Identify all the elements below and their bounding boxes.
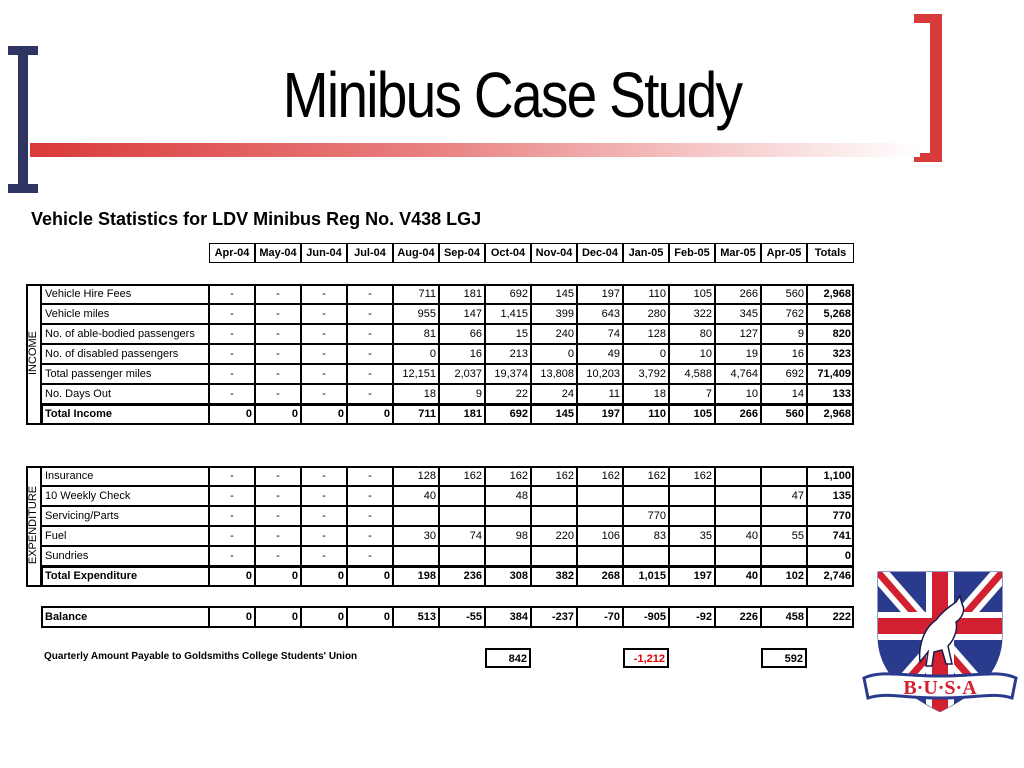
row-value: 0 [347,607,393,627]
row-value: 0 [623,344,669,364]
row-value: 162 [485,466,531,486]
row-value: 399 [531,304,577,324]
month-header: Feb-05 [669,243,715,263]
total-row-label: Total Income [41,404,209,424]
row-value: 162 [577,466,623,486]
month-header: Mar-05 [715,243,761,263]
month-header: Apr-04 [209,243,255,263]
row-value: - [301,486,347,506]
row-value: 145 [531,404,577,424]
row-total: 0 [807,546,854,566]
row-value: - [301,506,347,526]
row-value: -905 [623,607,669,627]
row-value [393,546,439,566]
row-value: - [347,546,393,566]
row-value [485,506,531,526]
row-value: 711 [393,404,439,424]
row-value: - [347,526,393,546]
row-value: - [301,546,347,566]
row-value: 711 [393,284,439,304]
row-value: 1,415 [485,304,531,324]
row-value: 198 [393,566,439,586]
row-value [577,546,623,566]
busa-logo-text: B·U·S·A [903,677,977,699]
row-value: - [255,506,301,526]
row-value [623,486,669,506]
row-value: 127 [715,324,761,344]
total-row-label: Balance [41,607,209,627]
row-value [393,506,439,526]
row-value: 560 [761,284,807,304]
row-value [669,546,715,566]
row-value: 322 [669,304,715,324]
row-value: - [301,364,347,384]
row-value: - [209,324,255,344]
month-header: Nov-04 [531,243,577,263]
row-value: 48 [485,486,531,506]
row-total: 133 [807,384,854,404]
row-value: 0 [209,566,255,586]
row-value: 197 [577,284,623,304]
row-value: 266 [715,284,761,304]
right-bracket-top [914,14,942,23]
row-value: - [301,466,347,486]
row-total: 323 [807,344,854,364]
row-value: 10 [669,344,715,364]
row-value: - [347,364,393,384]
row-value: - [209,344,255,364]
row-value: 384 [485,607,531,627]
row-value [439,486,485,506]
row-value: 19 [715,344,761,364]
row-value: 30 [393,526,439,546]
slide-subtitle: Vehicle Statistics for LDV Minibus Reg No. V438 LGJ [31,209,482,229]
row-value: 106 [577,526,623,546]
row-label: Sundries [41,546,209,566]
row-value: - [347,486,393,506]
row-value: 105 [669,404,715,424]
row-label: No. of able-bodied passengers [41,324,209,344]
row-value [715,506,761,526]
row-value: - [255,466,301,486]
row-value: - [209,486,255,506]
row-total: 741 [807,526,854,546]
row-value [761,466,807,486]
row-label: No. of disabled passengers [41,344,209,364]
month-header: May-04 [255,243,301,263]
row-value: 692 [485,284,531,304]
row-value: 513 [393,607,439,627]
quarterly-amount: -1,212 [623,648,669,668]
row-value [531,486,577,506]
row-value: - [347,344,393,364]
row-value: 162 [439,466,485,486]
row-value: 762 [761,304,807,324]
row-value: 0 [255,404,301,424]
row-value: 213 [485,344,531,364]
row-value: - [255,284,301,304]
row-value: 110 [623,284,669,304]
row-value: 9 [761,324,807,344]
row-value [439,546,485,566]
row-value: - [301,344,347,364]
row-value: 181 [439,284,485,304]
row-total: 2,746 [807,566,854,586]
row-value [439,506,485,526]
row-value: 83 [623,526,669,546]
row-value: - [209,526,255,546]
row-value: 692 [485,404,531,424]
row-value: 3,792 [623,364,669,384]
row-value: 74 [439,526,485,546]
row-value: 12,151 [393,364,439,384]
row-total: 770 [807,506,854,526]
row-value: 128 [623,324,669,344]
row-value: 0 [209,404,255,424]
row-value [531,506,577,526]
row-value [623,546,669,566]
month-header: Apr-05 [761,243,807,263]
row-value: 162 [531,466,577,486]
row-value: 2,037 [439,364,485,384]
row-value: 4,764 [715,364,761,384]
row-value [669,506,715,526]
row-value: 0 [255,607,301,627]
row-value: 770 [623,506,669,526]
month-header: Dec-04 [577,243,623,263]
month-header: Jul-04 [347,243,393,263]
slide-title: Minibus Case Study [282,59,742,131]
row-value: 0 [209,607,255,627]
row-value: 266 [715,404,761,424]
expenditure-side-label: EXPENDITURE [27,485,39,565]
row-value: 18 [393,384,439,404]
month-header: Jan-05 [623,243,669,263]
row-label: No. Days Out [41,384,209,404]
row-value: 7 [669,384,715,404]
row-value: - [255,526,301,546]
row-value: 147 [439,304,485,324]
row-value: 181 [439,404,485,424]
row-total: 135 [807,486,854,506]
row-total: 5,268 [807,304,854,324]
row-value: 0 [301,607,347,627]
row-value: - [255,304,301,324]
quarterly-amount: 842 [485,648,531,668]
row-value: 13,808 [531,364,577,384]
title-divider [30,143,920,157]
row-value: 0 [347,566,393,586]
row-value: - [301,304,347,324]
month-header: Sep-04 [439,243,485,263]
row-label: Vehicle miles [41,304,209,324]
row-value: - [347,506,393,526]
row-value: 268 [577,566,623,586]
row-value: 102 [761,566,807,586]
month-header: Aug-04 [393,243,439,263]
row-label: Total passenger miles [41,364,209,384]
row-value: - [255,384,301,404]
row-value: 35 [669,526,715,546]
row-value: 0 [531,344,577,364]
row-value: 19,374 [485,364,531,384]
row-label: Vehicle Hire Fees [41,284,209,304]
row-value: 40 [715,526,761,546]
row-value: 226 [715,607,761,627]
row-value: 955 [393,304,439,324]
row-value: - [209,546,255,566]
row-value: - [301,384,347,404]
totals-header: Totals [807,243,854,263]
row-value: 0 [255,566,301,586]
row-value: 10 [715,384,761,404]
row-value [715,546,761,566]
row-value: -237 [531,607,577,627]
row-value: 40 [393,486,439,506]
row-value: - [209,384,255,404]
row-value: 105 [669,284,715,304]
row-value: 74 [577,324,623,344]
row-value [577,486,623,506]
row-value: 0 [301,566,347,586]
row-value: 560 [761,404,807,424]
quarterly-label: Quarterly Amount Payable to Goldsmiths College Students' Union [44,651,358,662]
row-value [485,546,531,566]
row-value: - [301,284,347,304]
row-value: 240 [531,324,577,344]
row-value: - [209,364,255,384]
row-value: 55 [761,526,807,546]
row-value: - [301,324,347,344]
row-value: 14 [761,384,807,404]
row-value: 24 [531,384,577,404]
row-value: 16 [761,344,807,364]
row-value: 0 [347,404,393,424]
row-value: 81 [393,324,439,344]
row-value: 47 [761,486,807,506]
row-total: 1,100 [807,466,854,486]
row-value: 10,203 [577,364,623,384]
row-value: 162 [623,466,669,486]
total-row-label: Total Expenditure [41,566,209,586]
row-value: 162 [669,466,715,486]
row-total: 222 [807,607,854,627]
row-value [761,506,807,526]
row-value: - [255,546,301,566]
row-value: 110 [623,404,669,424]
row-total: 2,968 [807,284,854,304]
left-bracket-top [8,46,38,55]
row-label: Fuel [41,526,209,546]
row-value: 345 [715,304,761,324]
row-value [715,486,761,506]
row-value: 66 [439,324,485,344]
row-value: 4,588 [669,364,715,384]
month-header: Oct-04 [485,243,531,263]
row-value: 40 [715,566,761,586]
row-value: - [347,304,393,324]
row-value: 16 [439,344,485,364]
row-value: - [255,364,301,384]
row-value: - [255,324,301,344]
row-value: 15 [485,324,531,344]
row-value: 280 [623,304,669,324]
row-value: 0 [393,344,439,364]
row-value: - [347,384,393,404]
row-value: 308 [485,566,531,586]
row-value: 220 [531,526,577,546]
row-value: - [347,324,393,344]
row-value: - [209,466,255,486]
row-value [531,546,577,566]
row-value: 382 [531,566,577,586]
row-value: - [347,284,393,304]
row-value: - [301,526,347,546]
left-bracket-bottom [8,184,38,193]
quarterly-amount: 592 [761,648,807,668]
row-label: 10 Weekly Check [41,486,209,506]
row-value [715,466,761,486]
row-value: - [209,284,255,304]
row-value: 80 [669,324,715,344]
row-value: 128 [393,466,439,486]
row-label: Servicing/Parts [41,506,209,526]
row-value: 1,015 [623,566,669,586]
row-value: - [209,304,255,324]
row-value: 0 [301,404,347,424]
row-value: - [255,344,301,364]
row-value: 197 [577,404,623,424]
row-total: 71,409 [807,364,854,384]
row-value: 18 [623,384,669,404]
row-value [669,486,715,506]
left-bracket-decoration [18,52,28,188]
row-value: - [347,466,393,486]
row-value: 49 [577,344,623,364]
row-value: 22 [485,384,531,404]
row-value: 458 [761,607,807,627]
row-value: 643 [577,304,623,324]
month-header: Jun-04 [301,243,347,263]
row-value: - [209,506,255,526]
row-value: - [255,486,301,506]
row-value [577,506,623,526]
row-total: 820 [807,324,854,344]
row-value: 197 [669,566,715,586]
row-value [761,546,807,566]
income-side-label: INCOME [27,331,39,375]
row-label: Insurance [41,466,209,486]
row-value: -55 [439,607,485,627]
row-value: 692 [761,364,807,384]
row-value: -92 [669,607,715,627]
row-value: 236 [439,566,485,586]
row-value: 11 [577,384,623,404]
row-value: 145 [531,284,577,304]
busa-logo [862,566,1018,722]
row-value: 98 [485,526,531,546]
row-total: 2,968 [807,404,854,424]
row-value: 9 [439,384,485,404]
row-value: -70 [577,607,623,627]
